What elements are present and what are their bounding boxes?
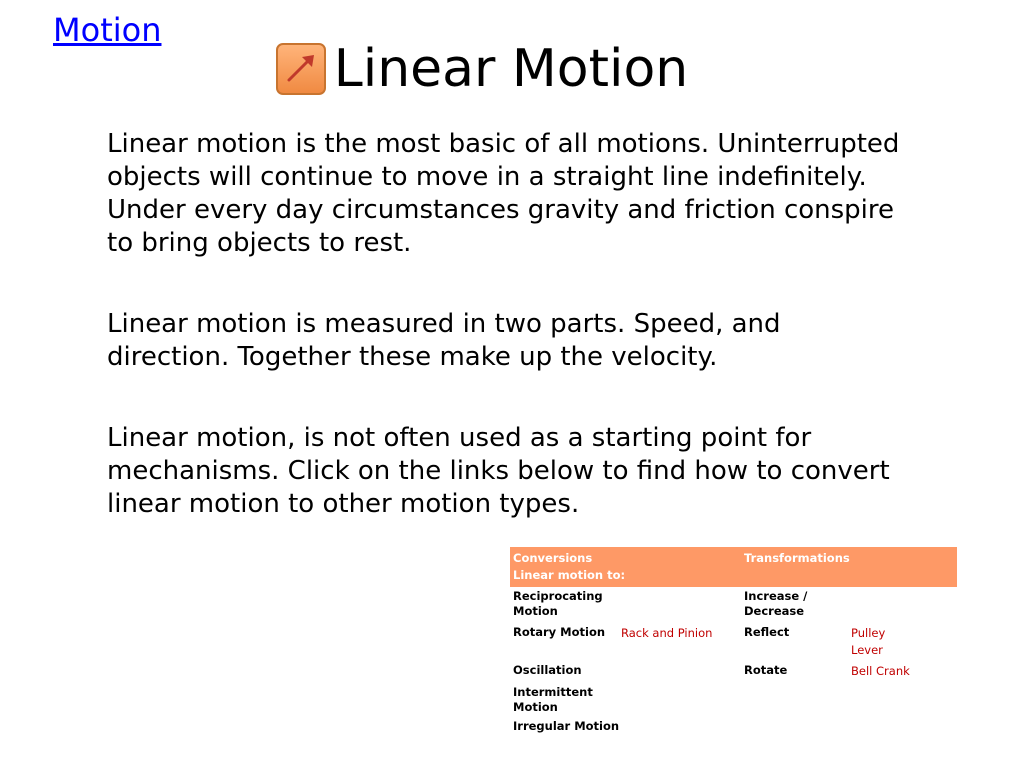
table-row bbox=[510, 625, 957, 663]
table-row bbox=[510, 663, 957, 685]
conversion-label: Intermittent Motion bbox=[513, 685, 593, 714]
conversion-label: Oscillation bbox=[513, 663, 582, 677]
bell-crank-link[interactable]: Bell Crank bbox=[851, 664, 910, 678]
transformation-label: Rotate bbox=[744, 663, 788, 677]
table-row bbox=[510, 685, 957, 719]
conversions-table bbox=[510, 547, 957, 739]
lever-link[interactable]: Lever bbox=[851, 643, 883, 657]
pulley-link[interactable]: Pulley bbox=[851, 626, 886, 640]
paragraph-velocity: Linear motion is measured in two parts. Speed, and direction. Together these make up the velocity. bbox=[107, 309, 781, 372]
title-bar bbox=[0, 38, 1024, 100]
table-header bbox=[510, 547, 957, 587]
transformation-label: Reflect bbox=[744, 625, 790, 639]
motion-breadcrumb-link[interactable]: Motion bbox=[53, 11, 162, 49]
conversion-label: Reciprocating Motion bbox=[513, 589, 603, 618]
rack-and-pinion-link[interactable]: Rack and Pinion bbox=[621, 626, 713, 640]
linear-motion-to-header: Linear motion to: bbox=[513, 568, 626, 582]
conversion-label: Irregular Motion bbox=[513, 719, 620, 733]
table-row bbox=[510, 587, 957, 625]
table-row bbox=[510, 719, 957, 739]
arrow-up-right-icon[interactable] bbox=[276, 43, 326, 95]
paragraph-intro: Linear motion is the most basic of all motions. Uninterrupted objects will continue to move in a straight line indefinitely. Under every day circumstances gravity and friction conspire to bring objects to rest. bbox=[107, 129, 900, 258]
paragraph-mechanisms: Linear motion, is not often used as a starting point for mechanisms. Click on the links below to find how to convert linear motion to other motion types. bbox=[107, 423, 890, 519]
conversion-label: Rotary Motion bbox=[513, 625, 606, 639]
transformations-header: Transformations bbox=[744, 551, 850, 565]
transformation-label: Increase / Decrease bbox=[744, 589, 808, 618]
conversions-header: Conversions bbox=[513, 551, 593, 565]
body-text bbox=[107, 128, 907, 569]
page-title: Linear Motion bbox=[333, 39, 689, 99]
